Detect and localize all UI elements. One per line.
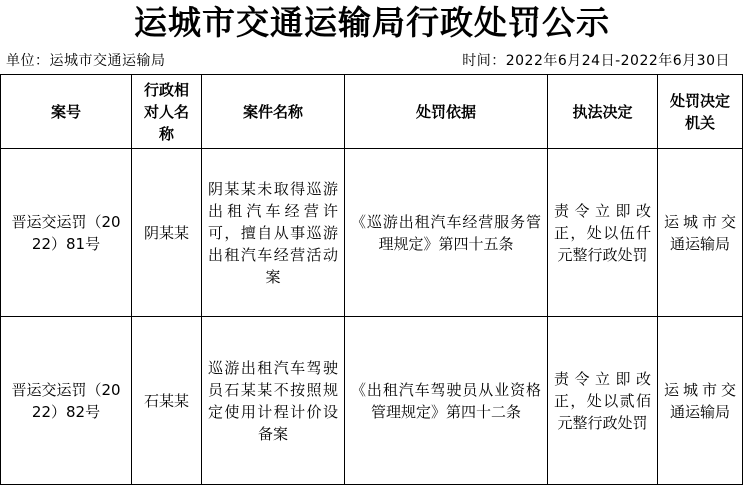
header-decision: 执法决定 <box>548 75 658 149</box>
cell-case-no: 晋运交运罚（2022）82号 <box>1 317 132 485</box>
header-party: 行政相对人名称 <box>132 75 202 149</box>
cell-case-name: 巡游出租汽车驾驶员石某某不按照规定使用计程计价设备案 <box>202 317 345 485</box>
penalty-table <box>0 74 743 485</box>
cell-case-no: 晋运交运罚（2022）81号 <box>1 149 132 317</box>
cell-authority: 运城市交通运输局 <box>658 149 743 317</box>
cell-case-name: 阴某某未取得巡游出租汽车经营许可，擅自从事巡游出租汽车经营活动案 <box>202 149 345 317</box>
header-case-no: 案号 <box>1 75 132 149</box>
unit-label: 单位：运城市交通运输局 <box>6 53 166 69</box>
time-label: 时间：2022年6月24日-2022年6月30日 <box>462 53 730 69</box>
cell-basis: 《巡游出租汽车经营服务管理规定》第四十五条 <box>345 149 548 317</box>
cell-authority: 运城市交通运输局 <box>658 317 743 485</box>
table-row <box>1 317 743 485</box>
cell-decision: 责令立即改正，处以伍仟元整行政处罚 <box>548 149 658 317</box>
cell-decision: 责令立即改正，处以贰佰元整行政处罚 <box>548 317 658 485</box>
header-basis: 处罚依据 <box>345 75 548 149</box>
table-header-row <box>1 75 743 149</box>
table-row <box>1 149 743 317</box>
header-case-name: 案件名称 <box>202 75 345 149</box>
cell-party: 阴某某 <box>132 149 202 317</box>
header-authority: 处罚决定机关 <box>658 75 743 149</box>
cell-basis: 《出租汽车驾驶员从业资格管理规定》第四十二条 <box>345 317 548 485</box>
cell-party: 石某某 <box>132 317 202 485</box>
page-title: 运城市交通运输局行政处罚公示 <box>134 3 610 42</box>
